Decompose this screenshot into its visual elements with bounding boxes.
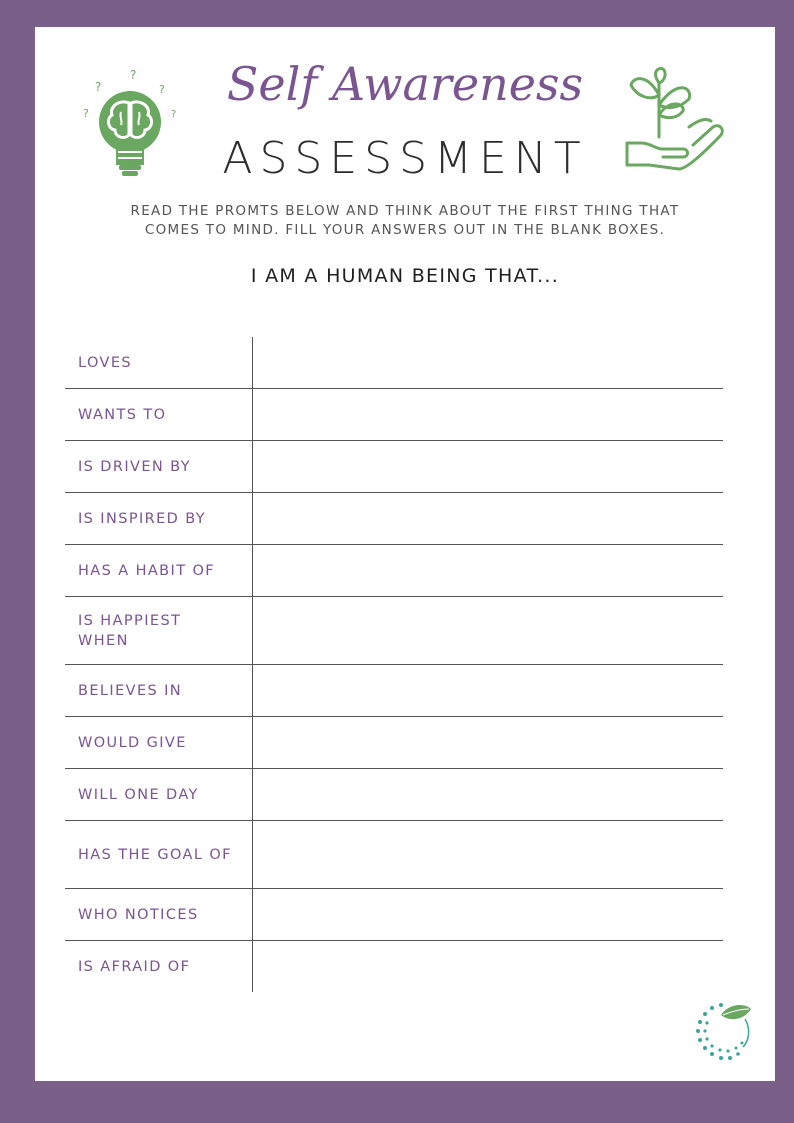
row-label: IS INSPIRED BY <box>65 493 253 544</box>
row-label: IS HAPPIEST WHEN <box>65 597 253 664</box>
row-label: WHO NOTICES <box>65 889 253 940</box>
worksheet-page <box>35 27 775 1081</box>
row-label: BELIEVES IN <box>65 665 253 716</box>
table-row <box>65 665 723 717</box>
answer-box[interactable] <box>253 717 723 768</box>
answer-box[interactable] <box>253 545 723 596</box>
row-label: IS AFRAID OF <box>65 941 253 992</box>
row-label: WOULD GIVE <box>65 717 253 768</box>
answer-box[interactable] <box>253 337 723 388</box>
instructions <box>75 202 735 240</box>
assessment-table <box>65 337 723 992</box>
row-label: HAS THE GOAL OF <box>65 821 253 888</box>
script-title: Self Awareness <box>226 57 584 111</box>
row-label: LOVES <box>65 337 253 388</box>
answer-box[interactable] <box>253 821 723 888</box>
svg-text:?: ? <box>171 109 177 120</box>
answer-box[interactable] <box>253 441 723 492</box>
answer-box[interactable] <box>253 493 723 544</box>
answer-box[interactable] <box>253 889 723 940</box>
svg-text:?: ? <box>130 68 137 82</box>
row-label: WILL ONE DAY <box>65 769 253 820</box>
answer-box[interactable] <box>253 597 723 664</box>
svg-text:?: ? <box>83 107 89 120</box>
table-row <box>65 769 723 821</box>
table-row <box>65 821 723 889</box>
answer-box[interactable] <box>253 389 723 440</box>
leaf-circle-logo-icon <box>691 997 759 1065</box>
row-label: WANTS TO <box>65 389 253 440</box>
table-row <box>65 389 723 441</box>
table-row <box>65 441 723 493</box>
row-label: HAS A HABIT OF <box>65 545 253 596</box>
svg-text:?: ? <box>95 80 102 94</box>
answer-box[interactable] <box>253 941 723 992</box>
answer-box[interactable] <box>253 769 723 820</box>
table-row <box>65 717 723 769</box>
table-row <box>65 337 723 389</box>
table-row <box>65 597 723 665</box>
table-row <box>65 889 723 941</box>
page-title: ASSESSMENT <box>222 133 588 184</box>
row-label: IS DRIVEN BY <box>65 441 253 492</box>
table-row <box>65 545 723 597</box>
table-row <box>65 493 723 545</box>
table-row <box>65 941 723 992</box>
instructions-line-2: COMES TO MIND. FILL YOUR ANSWERS OUT IN THE BLANK BOXES. <box>144 222 666 238</box>
answer-box[interactable] <box>253 665 723 716</box>
svg-text:?: ? <box>159 83 165 96</box>
prompt-heading: I AM A HUMAN BEING THAT... <box>250 265 560 287</box>
instructions-line-1: READ THE PROMTS BELOW AND THINK ABOUT THE FIRST THING THAT <box>130 203 680 219</box>
